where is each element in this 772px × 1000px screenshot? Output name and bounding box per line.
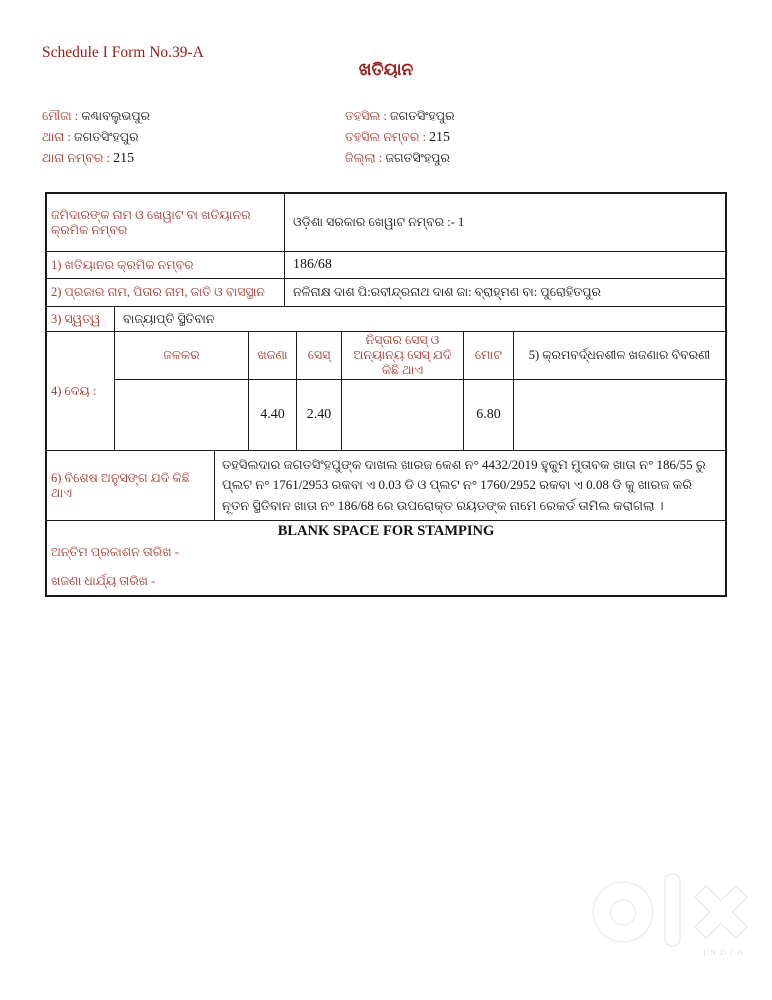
district-line: [345, 148, 455, 169]
tahasil-number-line: [345, 127, 455, 148]
cess-header: ସେସ୍: [297, 332, 342, 379]
tahasil-number-label: ତହସିଲ ନମ୍ବର :: [345, 130, 426, 144]
dues-header-row: [115, 332, 725, 380]
special-remarks-value: ତହସିଲଦାର ଜଗତସିଂହପୁଙ୍କ ଦାଖଲ ଖାରଜ କେଶ ନ° 4432/2019 ହୁକୁମ ମୁତାବକ ଖାତା ନ° 186/55 ରୁ ପ୍ଲଟ ନ° 1761/2953 ରକବା ଏ 0.03 ଡି ଓ ପ୍ଲଟ ନ° 1760/2952 ରକବା ଏ 0.08 ଡି କୁ ଖାରଜ କରି ନୂତନ ସ୍ଥିତିବାନ ଖାତା ନ° 186/68 ରେ ଉପରୋକ୍ତ ରୟତଙ୍କ ନାମେ ରେକର୍ଡ ତାମିଲ କରାଗଲା ।: [222, 457, 706, 513]
progressive-rent-header: 5) କ୍ରମବର୍ଦ୍ଧନଶୀଳ ଖଜଣାର ବିବରଣୀ: [528, 348, 711, 362]
total-value: 6.80: [464, 380, 514, 450]
olx-watermark: [585, 870, 760, 965]
watermark-caption: INDIA: [703, 947, 748, 957]
tenant-row: [47, 279, 725, 307]
tahasil-number-value: 215: [429, 130, 451, 145]
landlord-row: [47, 194, 725, 252]
page-title: ଖତିୟାନ: [358, 60, 414, 79]
nistar-cess-header: ନିସ୍ତାର ସେସ୍ ଓ ଅନ୍ୟାନ୍ୟ ସେସ୍ ଯଦି କିଛି ଥାଏ: [342, 332, 464, 379]
dues-grid: [115, 332, 725, 450]
dues-label: 4) ଦେୟ :: [47, 332, 115, 450]
khatiyan-serial-label: 1) ଖତିୟାନର କ୍ରମିକ ନମ୍ବର: [47, 252, 285, 278]
thana-label: ଥାନା :: [42, 130, 71, 144]
form-number: Schedule I Form No.39-A: [42, 44, 204, 61]
mouza-label: ମୌଜା :: [42, 109, 79, 123]
olx-logo-icon: [585, 870, 760, 960]
rent-value: 4.40: [249, 380, 297, 450]
mouza-line: [42, 106, 150, 127]
meta-left-block: [42, 106, 150, 169]
meta-right-block: [345, 106, 455, 169]
thana-number-value: 215: [113, 151, 135, 166]
rent-header: ଖଜଣା: [249, 332, 297, 379]
special-remarks-row: [47, 451, 725, 521]
right-status-label: 3) ସ୍ୱତ୍ୱ: [47, 307, 115, 331]
tahasil-label: ତହସିଲ :: [345, 109, 387, 123]
progressive-rent-value: [514, 380, 725, 450]
rent-fixation-date-label: ଖଜଣା ଧାର୍ଯ୍ୟ ତାରିଖ -: [51, 574, 156, 588]
water-tax-header: ଜଳକର: [115, 332, 249, 379]
tahasil-value: ଜଗତସିଂହପୁର: [389, 109, 455, 123]
thana-number-line: [42, 148, 150, 169]
landlord-row-label: ଜମିଦାରଙ୍କ ନାମ ଓ ଖେୱାଟ ବା ଖତିୟାନର କ୍ରମିକ ନମ୍ବର: [47, 194, 285, 251]
khatiyan-serial-value: 186/68: [293, 257, 332, 272]
tenant-row-value: ନଳିନାକ୍ଷ ଦାଶ ପି:ରବୀନ୍ଦ୍ରନାଥ ଦାଶ ଜା: ବ୍ରାହ୍ମଣ ବା: ପୁରୋହିତପୁର: [293, 285, 601, 299]
khatiyan-table: [45, 192, 727, 597]
tenant-row-label: 2) ପ୍ରଜାର ନାମ, ପିତାର ନାମ, ଜାତି ଓ ବାସସ୍ଥାନ: [47, 279, 285, 306]
total-header: ମୋଟ: [464, 332, 514, 379]
thana-number-label: ଥାନା ନମ୍ବର :: [42, 151, 110, 165]
stamping-section: [47, 521, 725, 595]
stamp-space-note: BLANK SPACE FOR STAMPING: [277, 523, 495, 539]
nistar-cess-value: [342, 380, 464, 450]
landlord-row-value: ଓଡ଼ିଶା ସରକାର ଖେୱାଟ ନମ୍ବର :- 1: [293, 215, 465, 229]
final-publication-date-label: ଅନ୍ତିମ ପ୍ରକାଶନ ତାରିଖ -: [51, 545, 179, 559]
district-value: ଜଗତସିଂହପୁର: [385, 151, 450, 165]
tahasil-line: [345, 106, 455, 127]
special-remarks-label: 6) ବିଶେଷ ଅନୁସଙ୍ଗ ଯଦି କିଛି ଥାଏ: [47, 451, 215, 520]
khatiyan-serial-row: [47, 252, 725, 279]
right-status-value: ବାଜ୍ୟାପ୍ତି ସ୍ଥିତିବାନ: [123, 311, 215, 326]
mouza-value: କଣ୍ଢାବଲୁଭପୁର: [81, 109, 151, 123]
thana-value: ଜଗତସିଂହପୁର: [73, 130, 139, 144]
dues-values-row: [115, 380, 725, 450]
right-status-row: [47, 307, 725, 332]
thana-line: [42, 127, 150, 148]
water-tax-value: [115, 380, 249, 450]
district-label: ଜିଲ୍ଲା :: [345, 151, 383, 165]
dues-section: [47, 332, 725, 451]
cess-value: 2.40: [297, 380, 342, 450]
